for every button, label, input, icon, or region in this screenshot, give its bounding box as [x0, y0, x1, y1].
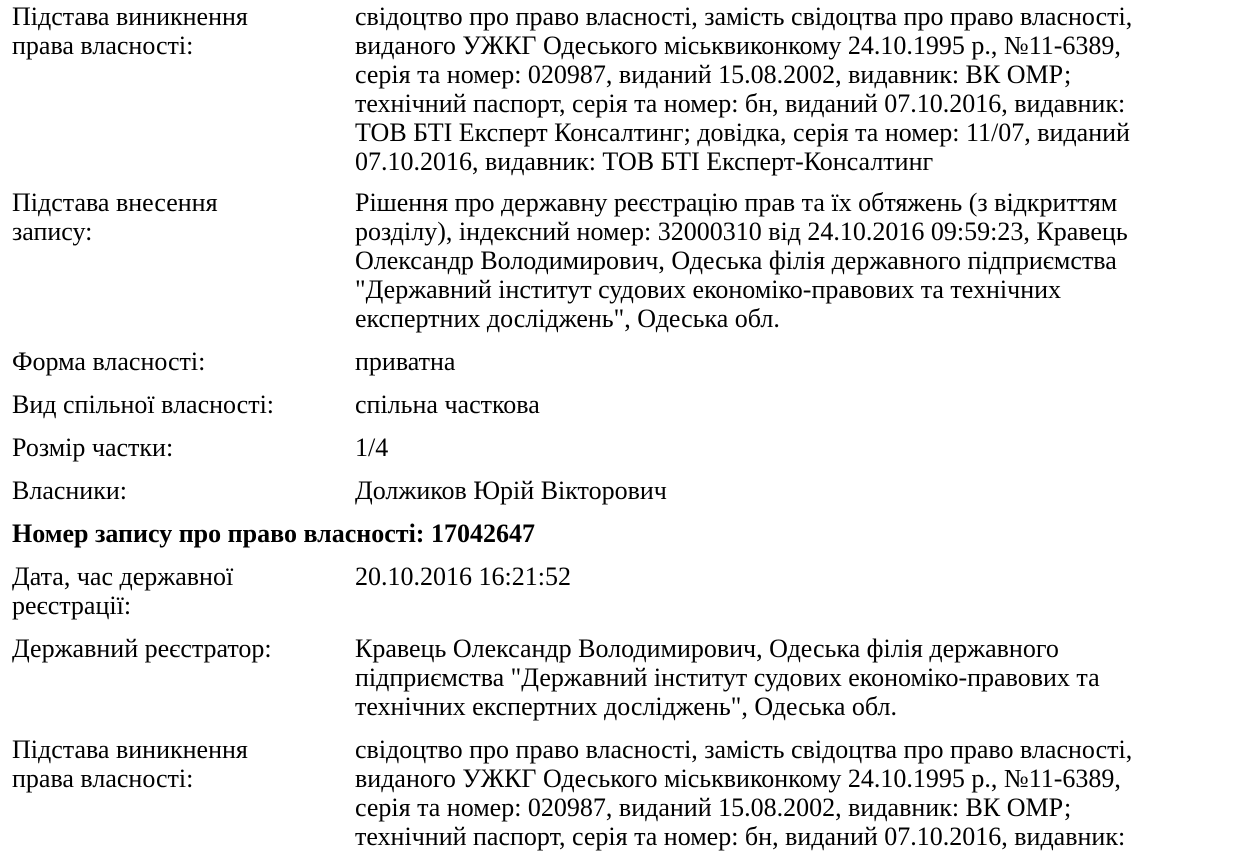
share-size-row	[12, 433, 1235, 462]
basis-of-ownership-row	[12, 2, 1235, 176]
state-registrar-value: Кравець Олександр Володимирович, Одеська філія державного підприємства "Державний інститут судових економіко-правових та технічних експертних досліджень", Одеська обл.	[355, 634, 1100, 721]
state-registrar-label: Державний реєстратор:	[12, 634, 272, 663]
share-size-label: Розмір частки:	[12, 433, 174, 462]
registration-datetime-value: 20.10.2016 16:21:52	[355, 562, 571, 591]
owners-label: Власники:	[12, 476, 127, 505]
basis-of-ownership-value: свідоцтво про право власності, замість свідоцтва про право власності, виданого УЖКГ Одеського міськвиконкому 24.10.1995 р., №11-6389, серія та номер: 020987, виданий 15.08.2002, видавник: ВК ОМР; технічний паспорт, серія та номер: бн, виданий 07.10.2016, видавник: ТОВ БТІ Експерт Консалтинг; довідка, серія та номер: 11/07, виданий 07.10.2016, видавник: ТОВ БТІ Експерт-Консалтинг	[355, 2, 1133, 176]
state-registrar-row	[12, 634, 1235, 721]
basis-of-ownership-label-2: Підстава виникнення права власності:	[12, 735, 248, 793]
joint-ownership-type-value: спільна часткова	[355, 390, 540, 419]
registration-datetime-label: Дата, час державної реєстрації:	[12, 562, 234, 620]
basis-of-ownership-value-2: свідоцтво про право власності, замість свідоцтва про право власності, виданого УЖКГ Одеського міськвиконкому 24.10.1995 р., №11-6389, серія та номер: 020987, виданий 15.08.2002, видавник: ВК ОМР; технічний паспорт, серія та номер: бн, виданий 07.10.2016, видавник:	[355, 735, 1133, 851]
basis-of-entry-value: Рішення про державну реєстрацію прав та їх обтяжень (з відкриттям розділу), індексний номер: 32000310 від 24.10.2016 09:59:23, Кравець Олександр Володимирович, Одеська філія державного підприємства "Державний інститут судових економіко-правових та технічних експертних досліджень", Одеська обл.	[355, 188, 1128, 333]
ownership-record-number-heading: Номер запису про право власності: 17042647	[12, 519, 535, 548]
share-size-value: 1/4	[355, 433, 389, 462]
basis-of-entry-row	[12, 188, 1235, 333]
owners-row	[12, 476, 1235, 505]
form-of-ownership-row	[12, 347, 1235, 376]
joint-ownership-type-label: Вид спільної власності:	[12, 390, 275, 419]
basis-of-ownership-label: Підстава виникнення права власності:	[12, 2, 248, 60]
basis-of-entry-label: Підстава внесення запису:	[12, 188, 218, 246]
owners-value: Должиков Юрій Вікторович	[355, 476, 667, 505]
joint-ownership-type-row	[12, 390, 1235, 419]
form-of-ownership-value: приватна	[355, 347, 456, 376]
basis-of-ownership-row-2	[12, 735, 1235, 851]
form-of-ownership-label: Форма власності:	[12, 347, 206, 376]
registration-datetime-row	[12, 562, 1235, 620]
